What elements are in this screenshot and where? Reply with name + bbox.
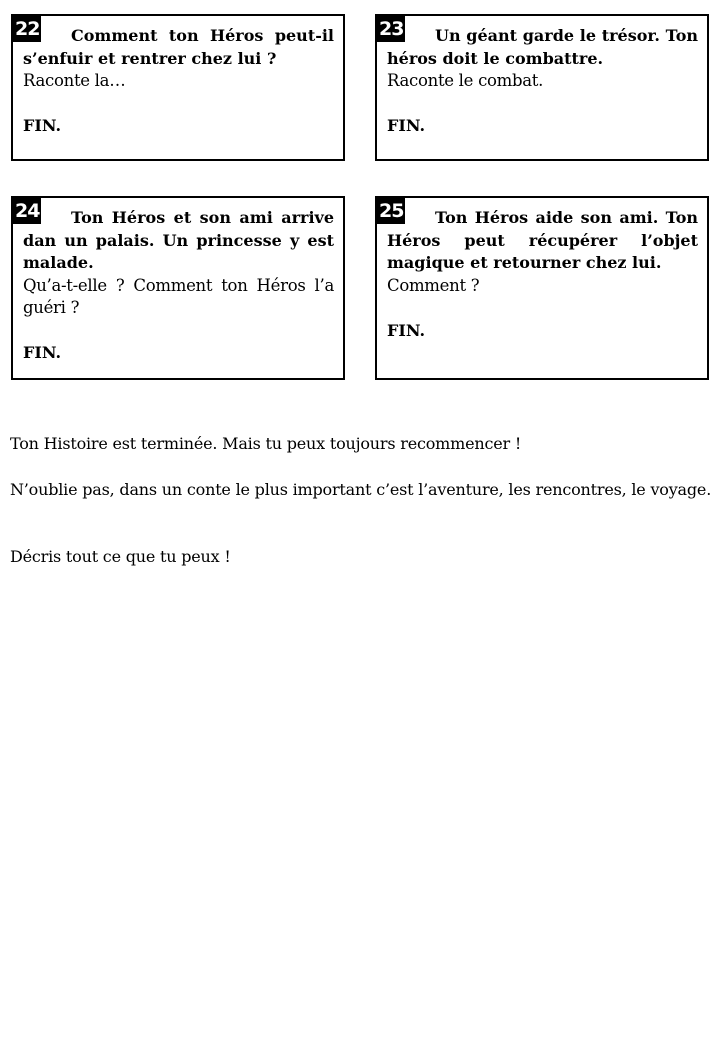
- card-question: Un géant garde le trésor. Ton héros doit le combattre.: [387, 26, 698, 68]
- story-card-24: [11, 196, 345, 380]
- card-number-badge: 25: [379, 200, 404, 222]
- card-question: Ton Héros aide son ami. Ton Héros peut récupérer l’objet magique et retourner chez lui.: [387, 208, 698, 272]
- closing-paragraph-3: Décris tout ce que tu peux !: [10, 547, 231, 566]
- card-end: FIN.: [23, 343, 62, 362]
- card-number-badge: 23: [379, 18, 404, 40]
- card-end: FIN.: [387, 116, 426, 135]
- closing-paragraph-1: Ton Histoire est terminée. Mais tu peux toujours recommencer !: [10, 434, 522, 453]
- card-prompt: Comment ?: [387, 275, 480, 295]
- story-card-25: [375, 196, 709, 380]
- card-question: Ton Héros et son ami arrive dan un palais. Un princesse y est malade.: [23, 208, 334, 272]
- card-prompt: Raconte la…: [23, 71, 126, 90]
- card-end: FIN.: [387, 320, 426, 340]
- card-number-badge: 24: [15, 200, 40, 222]
- closing-paragraph-2: N’oublie pas, dans un conte le plus important c’est l’aventure, les rencontres, le voyage.: [10, 480, 712, 499]
- story-card-22: [11, 14, 345, 161]
- card-number-badge: 22: [15, 18, 40, 40]
- card-question: Comment ton Héros peut-il s’enfuir et rentrer chez lui ?: [23, 26, 334, 68]
- card-prompt: Qu’a-t-elle ? Comment ton Héros l’a guéri ?: [23, 275, 334, 317]
- card-prompt: Raconte le combat.: [387, 71, 544, 90]
- story-card-23: [375, 14, 709, 161]
- card-end: FIN.: [23, 116, 62, 135]
